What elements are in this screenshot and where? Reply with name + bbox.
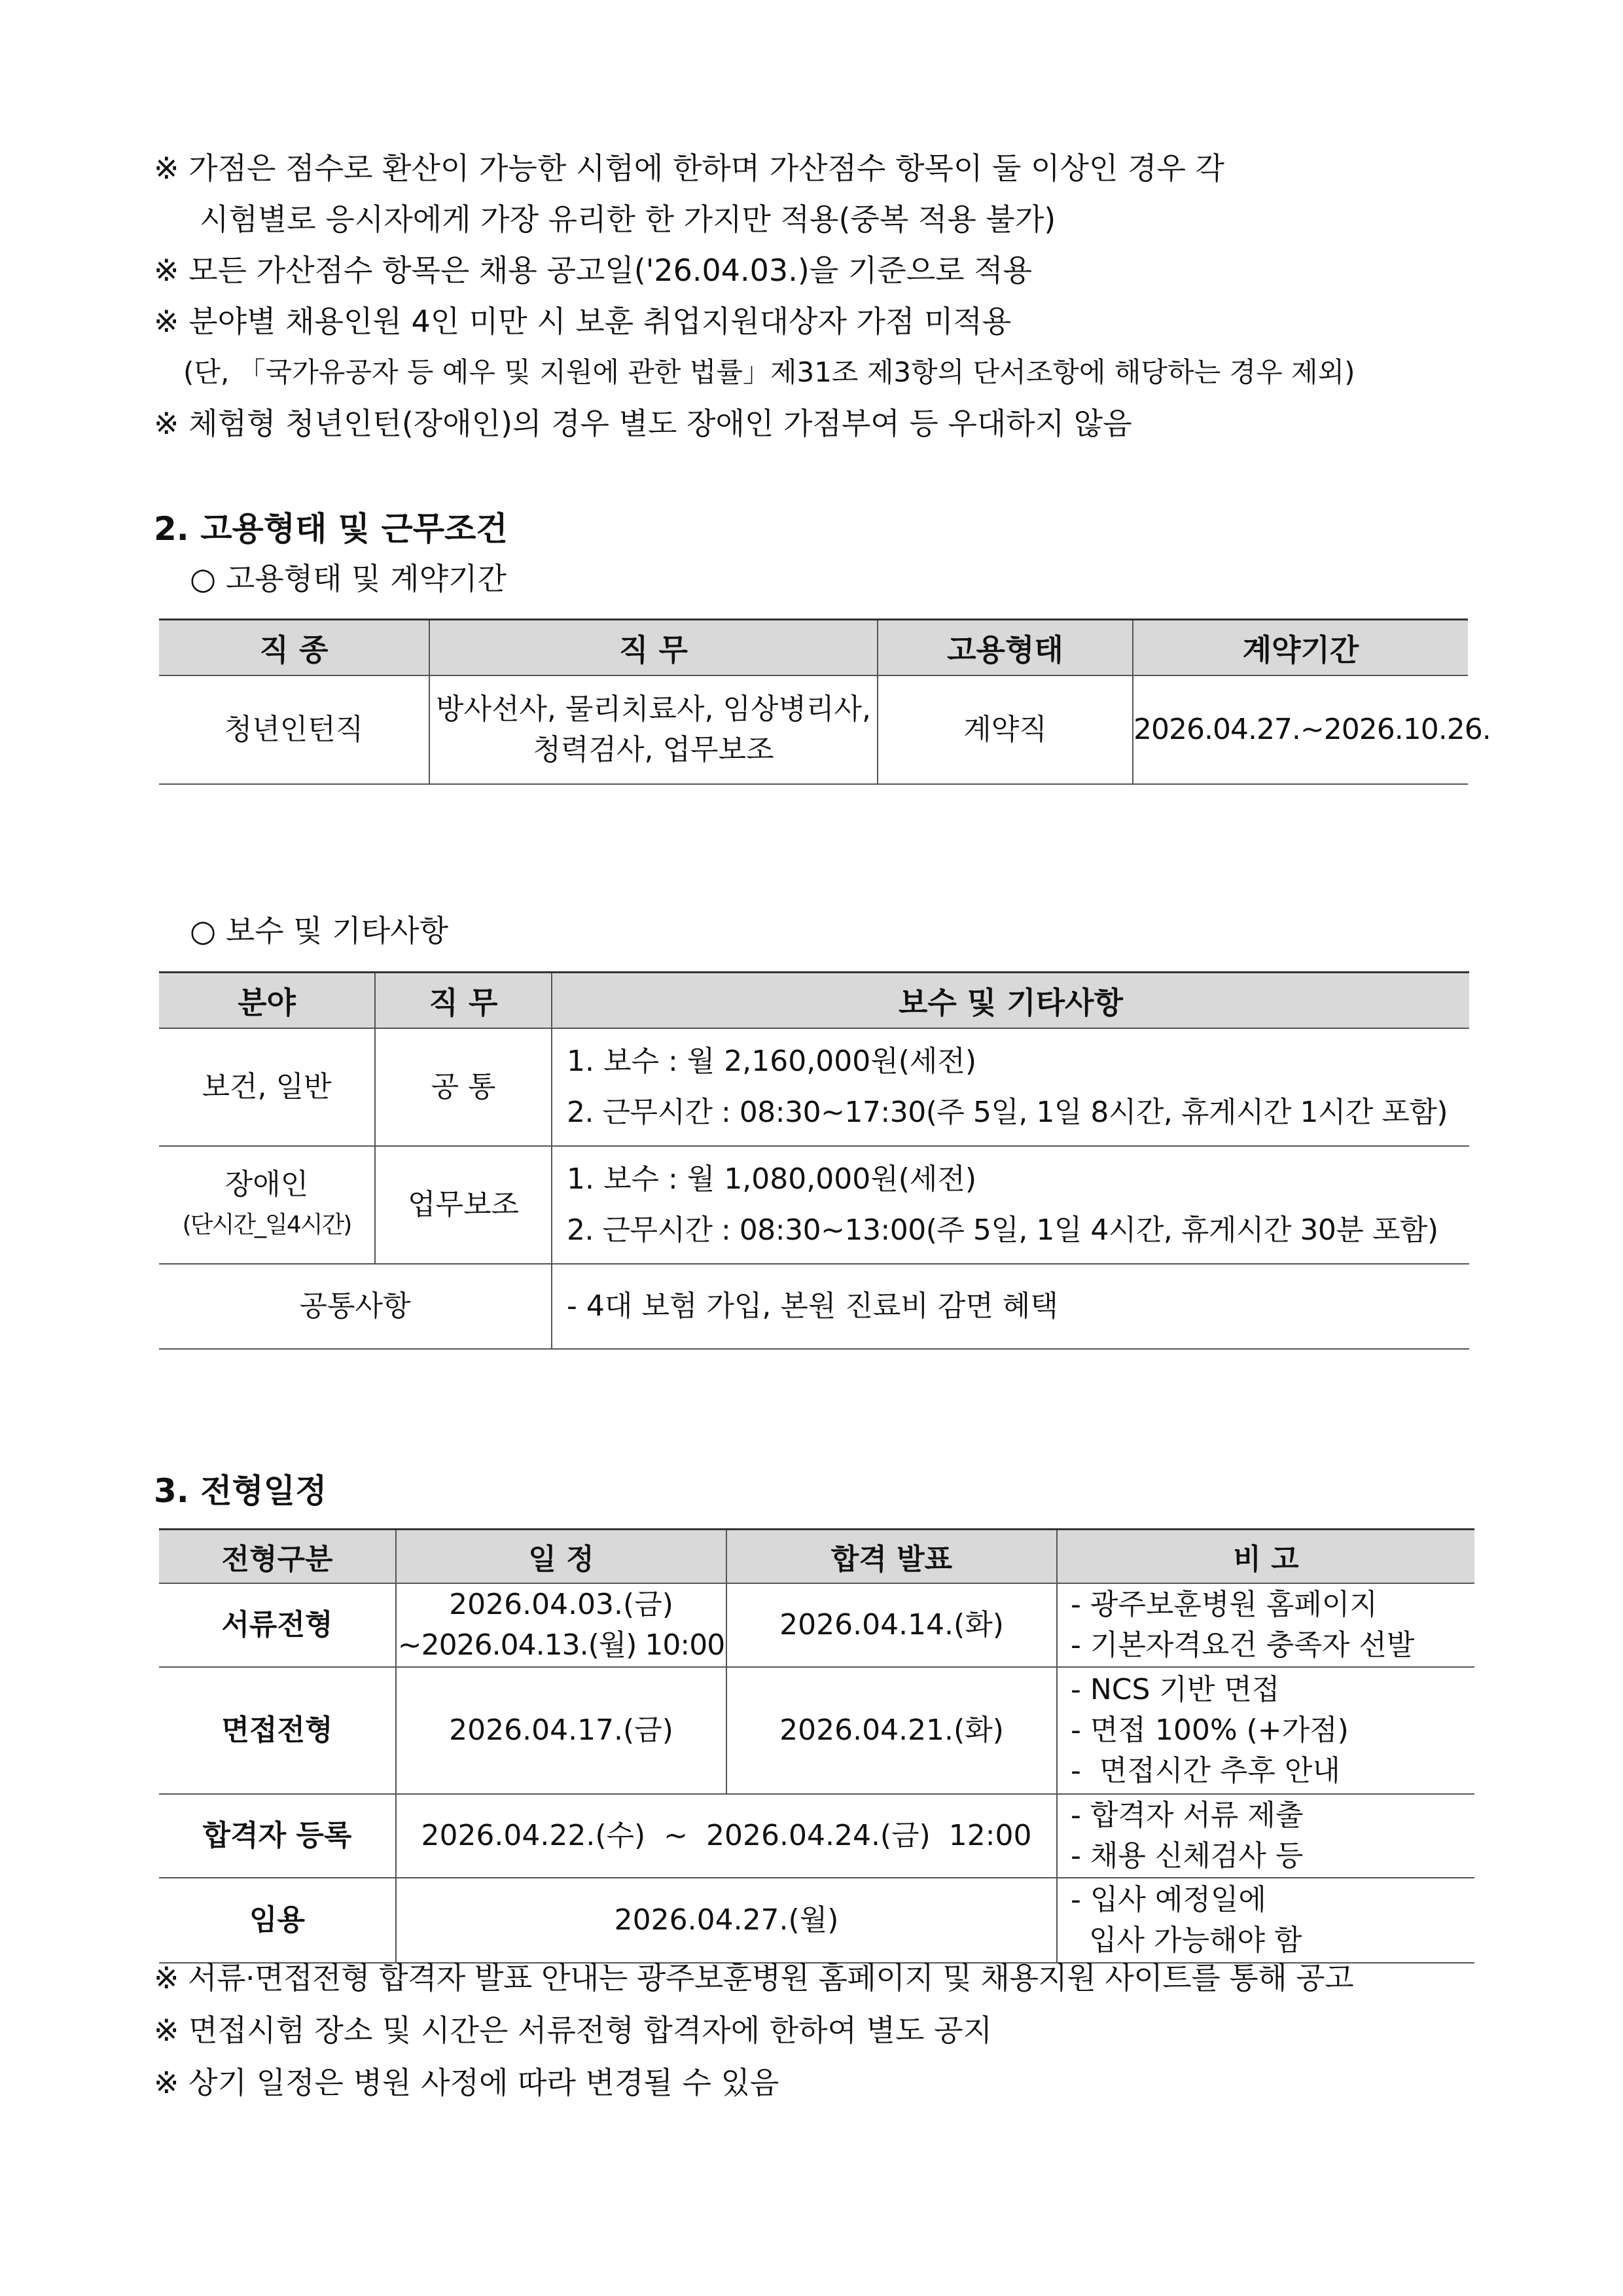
salary-table — [159, 971, 1469, 1350]
remarks-cell — [1057, 1667, 1474, 1794]
details-cell — [552, 1146, 1469, 1264]
stage-cell: 면접전형 — [159, 1667, 396, 1794]
remark-line: - NCS 기반 면접 — [1071, 1673, 1280, 1706]
duty-cell: 공 통 — [375, 1028, 552, 1146]
note-line: ※ 면접시험 장소 및 시간은 서류전형 합격자에 한하여 별도 공지 — [154, 2013, 993, 2048]
table-row — [159, 1146, 1469, 1264]
note-line: ※ 체험형 청년인턴(장애인)의 경우 별도 장애인 가점부여 등 우대하지 않음 — [154, 406, 1132, 441]
column-header: 직 종 — [159, 620, 429, 676]
field-cell: 보건, 일반 — [159, 1028, 375, 1146]
stage-cell: 합격자 등록 — [159, 1794, 396, 1878]
detail-line: 1. 보수 : 월 1,080,000원(세전) — [567, 1162, 977, 1196]
column-header: 고용형태 — [878, 620, 1133, 676]
details-cell — [552, 1028, 1469, 1146]
remark-line: - 기본자격요건 충족자 선발 — [1071, 1628, 1415, 1662]
note-line: 시험별로 응시자에게 가장 유리한 한 가지만 적용(중복 적용 불가) — [200, 202, 1056, 237]
common-value-cell: - 4대 보험 가입, 본원 진료비 감면 혜택 — [552, 1264, 1469, 1349]
employment-table — [159, 619, 1491, 785]
column-header: 직 무 — [375, 973, 552, 1029]
table-row — [159, 675, 1468, 784]
schedule-table — [159, 1528, 1474, 1964]
column-header: 분야 — [159, 973, 375, 1029]
announcement-cell: 2026.04.21.(화) — [726, 1667, 1057, 1794]
note-line: ※ 모든 가산점수 항목은 채용 공고일('26.04.03.)을 기준으로 적용 — [154, 253, 1033, 288]
note-line: ※ 가점은 점수로 환산이 가능한 시험에 한하며 가산점수 항목이 둘 이상인 경우 각 — [154, 151, 1224, 186]
column-header: 전형구분 — [159, 1530, 396, 1584]
remark-line: - 합격자 서류 제출 — [1071, 1799, 1304, 1832]
section-2-subheading-2: ○ 보수 및 기타사항 — [190, 913, 449, 948]
table-header-row — [159, 973, 1469, 1029]
remarks-cell — [1057, 1583, 1474, 1667]
column-header: 비 고 — [1057, 1530, 1474, 1584]
detail-line: 1. 보수 : 월 2,160,000원(세전) — [567, 1045, 977, 1078]
table-row — [159, 1794, 1474, 1878]
column-header: 합격 발표 — [726, 1530, 1057, 1584]
announcement-cell: 2026.04.14.(화) — [726, 1583, 1057, 1667]
duty-cell: 업무보조 — [375, 1146, 552, 1264]
remarks-cell — [1057, 1878, 1474, 1963]
table-header-row — [159, 1530, 1474, 1584]
note-line: ※ 상기 일정은 병원 사정에 따라 변경될 수 있음 — [154, 2065, 779, 2100]
column-header: 직 무 — [429, 620, 878, 676]
duty-line: 방사선사, 물리치료사, 임상병리사, — [436, 692, 871, 726]
duty-cell — [429, 675, 878, 784]
remark-line: - 면접시간 추후 안내 — [1071, 1754, 1340, 1787]
common-label-cell: 공통사항 — [159, 1264, 552, 1349]
notes-top — [154, 143, 1489, 449]
stage-cell: 서류전형 — [159, 1583, 396, 1667]
table-header-row — [159, 620, 1468, 676]
field-line: (단시간_일4시간) — [182, 1211, 351, 1238]
table-row — [159, 1878, 1474, 1963]
notes-bottom — [154, 1952, 1489, 2109]
schedule-line: ~2026.04.13.(월) 10:00 — [397, 1628, 725, 1662]
field-cell — [159, 1146, 375, 1264]
employment-type-cell: 계약직 — [878, 675, 1133, 784]
section-2-title: 2. 고용형태 및 근무조건 — [154, 510, 508, 548]
table-row — [159, 1028, 1469, 1146]
table-row — [159, 1667, 1474, 1794]
field-line: 장애인 — [224, 1168, 309, 1201]
contract-period-cell: 2026.04.27.~2026.10.26. — [1133, 675, 1468, 784]
remark-line: - 광주보훈병원 홈페이지 — [1071, 1588, 1378, 1621]
remark-line: - 면접 100% (+가점) — [1071, 1713, 1349, 1747]
remarks-cell — [1057, 1794, 1474, 1878]
detail-line: 2. 근무시간 : 08:30~17:30(주 5일, 1일 8시간, 휴게시간 1시간 포함) — [567, 1096, 1448, 1129]
column-header: 일 정 — [396, 1530, 726, 1584]
column-header: 계약기간 — [1133, 620, 1468, 676]
schedule-cell — [396, 1583, 726, 1667]
schedule-cell: 2026.04.17.(금) — [396, 1667, 726, 1794]
column-header: 보수 및 기타사항 — [552, 973, 1469, 1029]
schedule-cell: 2026.04.27.(월) — [396, 1878, 1057, 1963]
schedule-cell: 2026.04.22.(수) ~ 2026.04.24.(금) 12:00 — [396, 1794, 1057, 1878]
remark-line: 입사 가능해야 함 — [1071, 1924, 1302, 1957]
remark-line: - 채용 신체검사 등 — [1071, 1839, 1304, 1873]
note-line: (단, 「국가유공자 등 예우 및 지원에 관한 법률」제31조 제3항의 단서조항에 해당하는 경우 제외) — [183, 356, 1355, 388]
table-row — [159, 1583, 1474, 1667]
section-3-title: 3. 전형일정 — [154, 1472, 327, 1510]
note-line: ※ 분야별 채용인원 4인 미만 시 보훈 취업지원대상자 가점 미적용 — [154, 304, 1012, 339]
duty-line: 청력검사, 업무보조 — [533, 733, 774, 766]
stage-cell: 임용 — [159, 1878, 396, 1963]
note-line: ※ 서류·면접전형 합격자 발표 안내는 광주보훈병원 홈페이지 및 채용지원 사이트를 통해 공고 — [154, 1960, 1354, 1996]
job-type-cell: 청년인턴직 — [159, 675, 429, 784]
section-2-subheading-1: ○ 고용형태 및 계약기간 — [190, 561, 507, 596]
remark-line: - 입사 예정일에 — [1071, 1883, 1266, 1916]
table-row — [159, 1264, 1469, 1349]
detail-line: 2. 근무시간 : 08:30~13:00(주 5일, 1일 4시간, 휴게시간 30분 포함) — [567, 1213, 1438, 1247]
schedule-line: 2026.04.03.(금) — [449, 1588, 673, 1621]
